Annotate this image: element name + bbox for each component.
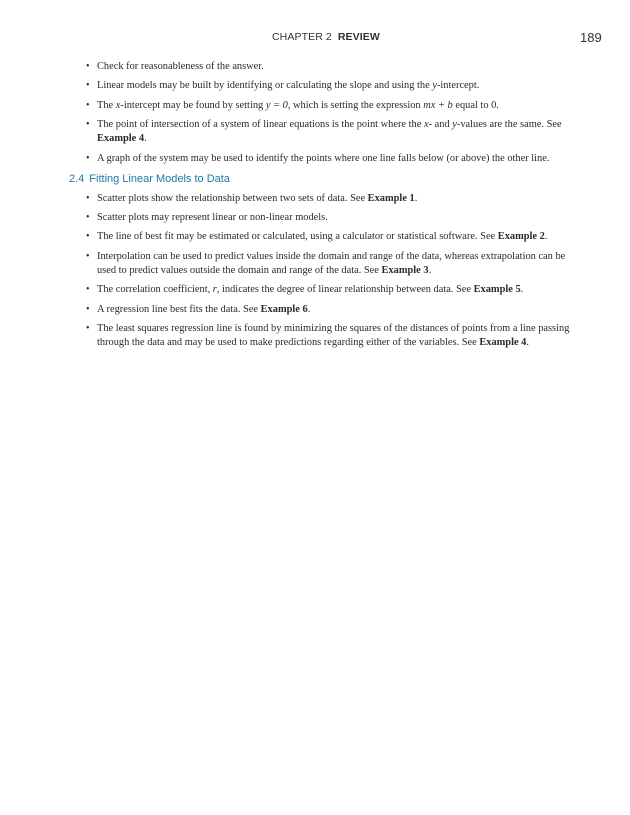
bullet-item xyxy=(86,303,582,317)
bullet-text: Scatter plots show the relationship between two sets of data. See xyxy=(97,192,368,204)
math-variable: x xyxy=(423,119,429,131)
bullet-text: The point of intersection of a system of linear equations is the point where the xyxy=(97,119,424,131)
bullet-item xyxy=(86,118,582,146)
running-title xyxy=(272,31,380,43)
example-link[interactable]: Example 4 xyxy=(97,133,145,145)
previous-section-bullets xyxy=(86,60,582,166)
math-variable: y xyxy=(452,119,457,131)
section-number: 2.4 xyxy=(69,172,85,185)
math-expression: y = 0 xyxy=(265,99,288,111)
bullet-text: The xyxy=(97,99,116,111)
chapter-label: CHAPTER 2 xyxy=(272,31,332,43)
bullet-text: Linear models may be built by identifying or calculating the slope and using the xyxy=(97,80,433,92)
bullet-text: A regression line best fits the data. See xyxy=(97,303,261,315)
bullet-item xyxy=(86,230,582,244)
math-expression: mx + b xyxy=(423,99,453,111)
bullet-item xyxy=(86,250,582,278)
bullet-text: . xyxy=(520,284,524,296)
bullet-text: The line of best fit may be estimated or calculated, using a calculator or statistical software. See xyxy=(97,231,498,243)
bullet-text: - and xyxy=(428,119,453,131)
bullet-item xyxy=(86,99,582,113)
section-title: Fitting Linear Models to Data xyxy=(89,172,230,185)
bullet-text: . xyxy=(414,192,418,204)
bullet-text: A graph of the system may be used to identify the points where one line falls below (or above) the other line. xyxy=(97,152,550,164)
bullet-text: Interpolation can be used to predict values inside the domain and range of the data, whereas extrapolation can be used to predict values outside the domain and range of the data. See xyxy=(97,250,566,276)
math-variable: y xyxy=(432,80,437,92)
bullet-text: -intercept may be found by setting xyxy=(120,99,266,111)
bullet-item xyxy=(86,152,582,166)
example-link[interactable]: Example 2 xyxy=(497,231,545,243)
bullet-text: . xyxy=(526,336,529,348)
bullet-text: Check for reasonableness of the answer. xyxy=(97,61,264,72)
bullet-text: , indicates the degree of linear relationship between data. See xyxy=(216,284,474,296)
math-variable: x xyxy=(115,99,121,111)
bullet-item xyxy=(86,60,582,74)
bullet-text: . xyxy=(144,133,147,145)
bullet-text: Scatter plots may represent linear or non-linear models. xyxy=(97,211,328,223)
example-link[interactable]: Example 4 xyxy=(479,336,527,348)
bullet-item xyxy=(86,211,582,225)
bullet-item xyxy=(86,283,582,297)
bullet-item xyxy=(86,79,582,93)
bullet-text: . xyxy=(544,231,548,243)
example-link[interactable]: Example 3 xyxy=(381,264,429,276)
example-link[interactable]: Example 5 xyxy=(473,284,521,296)
bullet-text: . xyxy=(428,264,432,276)
bullet-text: The correlation coefficient, xyxy=(97,284,213,296)
math-variable: r xyxy=(212,284,217,296)
page-number: 189 xyxy=(580,30,602,45)
bullet-text: The least squares regression line is found by minimizing the squares of the distances of points from a line passing through the data and may be used to make predictions regarding either of the variables. See xyxy=(97,322,570,348)
bullet-text: equal to 0. xyxy=(452,99,499,111)
review-label: REVIEW xyxy=(337,31,380,43)
bullet-text: -values are the same. See xyxy=(456,119,562,131)
bullet-text: -intercept. xyxy=(436,80,480,92)
page-content xyxy=(69,60,582,355)
example-link[interactable]: Example 6 xyxy=(260,303,308,315)
bullet-item xyxy=(86,322,582,350)
bullet-item xyxy=(86,192,582,206)
running-header xyxy=(0,31,630,47)
bullet-text: . xyxy=(307,303,311,315)
example-link[interactable]: Example 1 xyxy=(367,192,415,204)
bullet-text: , which is setting the expression xyxy=(287,99,424,111)
section-2-4-bullets xyxy=(86,192,582,350)
section-heading xyxy=(69,172,582,186)
